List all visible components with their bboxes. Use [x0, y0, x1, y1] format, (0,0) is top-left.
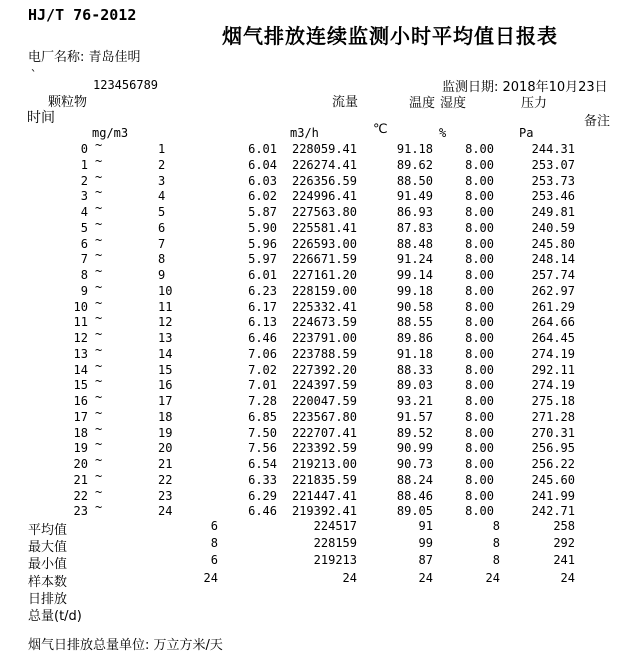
cell-particulate: 6.01 [248, 142, 277, 156]
cell-humidity: 8.00 [465, 378, 494, 393]
hour-end: 2 [158, 157, 166, 172]
cell-particulate: 6.46 [248, 331, 277, 345]
cell-temperature: 91.57 [396, 409, 433, 424]
summary-flow: 219213 [313, 553, 357, 568]
tilde-separator: ~ [95, 248, 103, 263]
tilde-separator: ~ [95, 453, 103, 467]
cell-flow: 228159.00 [291, 283, 357, 298]
cell-humidity: 8.00 [465, 472, 494, 487]
cell-humidity: 8.00 [465, 173, 494, 188]
col-header-humidity: 湿度 [440, 96, 467, 111]
cell-temperature: 88.24 [396, 472, 433, 487]
summary-pressure: 24 [560, 570, 575, 585]
cell-humidity: 8.00 [465, 142, 494, 156]
serial-mark: ` [30, 68, 38, 82]
cell-flow: 219213.00 [291, 457, 357, 471]
cell-particulate: 7.50 [248, 425, 277, 440]
cell-particulate: 6.13 [248, 315, 277, 330]
hour-start: 1 [80, 157, 88, 172]
hour-end: 4 [158, 189, 166, 204]
hour-start: 14 [73, 362, 88, 377]
cell-temperature: 88.46 [396, 488, 433, 503]
cell-flow: 224397.59 [291, 378, 357, 393]
cell-pressure: 256.22 [531, 457, 575, 471]
cell-pressure: 253.46 [531, 189, 575, 204]
cell-temperature: 89.03 [396, 378, 433, 393]
cell-particulate: 5.96 [248, 236, 277, 251]
tilde-separator: ~ [95, 484, 103, 499]
hour-start: 9 [80, 283, 88, 298]
cell-temperature: 88.50 [396, 173, 433, 188]
cell-humidity: 8.00 [465, 157, 494, 172]
cell-pressure: 240.59 [531, 220, 575, 235]
cell-temperature: 86.93 [396, 205, 433, 219]
cell-flow: 220047.59 [291, 394, 357, 408]
cell-temperature: 99.18 [396, 283, 433, 298]
summary-humidity: 8 [492, 553, 500, 568]
cell-pressure: 244.31 [531, 142, 575, 156]
cell-pressure: 253.73 [531, 173, 575, 188]
cell-flow: 227161.20 [291, 268, 357, 282]
cell-humidity: 8.00 [465, 205, 494, 219]
hour-start: 17 [73, 409, 88, 424]
hour-start: 11 [73, 315, 88, 330]
hour-start: 5 [80, 220, 88, 235]
summary-particulate: 6 [210, 553, 218, 568]
cell-particulate: 7.06 [248, 346, 277, 361]
cell-flow: 227563.80 [291, 205, 357, 219]
tilde-separator: ~ [95, 185, 103, 200]
cell-particulate: 6.03 [248, 173, 277, 188]
hour-end: 21 [158, 457, 173, 471]
hour-start: 4 [80, 205, 88, 219]
col-header-temperature: 温度 [409, 96, 436, 111]
summary-temperature: 87 [418, 553, 433, 568]
cell-pressure: 262.97 [531, 283, 575, 298]
tilde-separator: ~ [95, 390, 103, 404]
summary-particulate: 8 [210, 536, 218, 551]
hour-end: 9 [158, 268, 166, 282]
cell-temperature: 88.33 [396, 362, 433, 377]
cell-pressure: 292.11 [531, 362, 575, 377]
cell-particulate: 6.04 [248, 157, 277, 172]
unit-temperature: ℃ [373, 122, 388, 137]
footer-note: 烟气日排放总量单位: 万立方米/天 [28, 638, 223, 653]
summary-rows [0, 519, 644, 622]
cell-flow: 225332.41 [291, 299, 357, 314]
hour-end: 13 [158, 331, 173, 345]
cell-temperature: 90.99 [396, 441, 433, 456]
cell-particulate: 5.90 [248, 220, 277, 235]
summary-flow: 24 [342, 570, 357, 585]
serial-number: 123456789 [93, 78, 159, 92]
cell-particulate: 6.46 [248, 504, 277, 519]
hour-end: 8 [158, 252, 166, 267]
cell-temperature: 89.05 [396, 504, 433, 519]
summary-row [0, 519, 644, 536]
tilde-separator: ~ [95, 311, 103, 326]
cell-pressure: 275.18 [531, 394, 575, 408]
table-row [0, 500, 644, 520]
cell-flow: 226671.59 [291, 252, 357, 267]
summary-temperature: 99 [418, 536, 433, 551]
hour-start: 3 [80, 189, 88, 204]
cell-humidity: 8.00 [465, 441, 494, 456]
cell-temperature: 91.18 [396, 142, 433, 156]
unit-humidity: % [439, 126, 447, 140]
hour-end: 23 [158, 488, 173, 503]
hour-start: 19 [73, 441, 88, 456]
cell-humidity: 8.00 [465, 409, 494, 424]
unit-particulate: mg/m3 [92, 126, 129, 140]
cell-particulate: 7.28 [248, 394, 277, 408]
cell-flow: 223791.00 [291, 331, 357, 345]
cell-temperature: 90.73 [396, 457, 433, 471]
cell-particulate: 6.23 [248, 283, 277, 298]
cell-humidity: 8.00 [465, 220, 494, 235]
cell-particulate: 6.01 [248, 268, 277, 282]
hour-end: 5 [158, 205, 166, 219]
cell-particulate: 6.33 [248, 472, 277, 487]
tilde-separator: ~ [95, 201, 103, 215]
hour-start: 2 [80, 173, 88, 188]
summary-particulate: 6 [210, 519, 218, 533]
cell-humidity: 8.00 [465, 504, 494, 519]
cell-pressure: 274.19 [531, 346, 575, 361]
cell-humidity: 8.00 [465, 331, 494, 345]
col-header-flow: 流量 [332, 95, 359, 110]
tilde-separator: ~ [95, 153, 103, 168]
cell-humidity: 8.00 [465, 425, 494, 440]
cell-pressure: 242.71 [531, 504, 575, 519]
cell-pressure: 241.99 [531, 488, 575, 503]
cell-pressure: 253.07 [531, 157, 575, 172]
hour-start: 6 [80, 236, 88, 251]
summary-label: 样本数 [28, 574, 68, 590]
cell-flow: 226356.59 [291, 173, 357, 188]
hour-end: 10 [158, 283, 173, 298]
col-header-remark: 备注 [584, 114, 611, 129]
cell-flow: 223392.59 [291, 441, 357, 456]
hour-end: 22 [158, 472, 173, 487]
summary-row [0, 536, 644, 556]
cell-humidity: 8.00 [465, 315, 494, 330]
summary-row [0, 571, 644, 588]
hour-end: 11 [158, 299, 173, 314]
cell-temperature: 99.14 [396, 268, 433, 282]
hour-end: 17 [158, 394, 173, 408]
cell-pressure: 256.95 [531, 441, 575, 456]
cell-pressure: 245.80 [531, 236, 575, 251]
cell-humidity: 8.00 [465, 457, 494, 471]
hour-start: 22 [73, 488, 88, 503]
hour-start: 15 [73, 378, 88, 393]
hour-start: 20 [73, 457, 88, 471]
cell-humidity: 8.00 [465, 268, 494, 282]
tilde-separator: ~ [95, 421, 103, 436]
cell-humidity: 8.00 [465, 299, 494, 314]
summary-humidity: 8 [492, 536, 500, 551]
cell-humidity: 8.00 [465, 252, 494, 267]
cell-temperature: 90.58 [396, 299, 433, 314]
cell-flow: 221447.41 [291, 488, 357, 503]
page-title: 烟气排放连续监测小时平均值日报表 [222, 24, 558, 48]
cell-particulate: 7.02 [248, 362, 277, 377]
cell-particulate: 5.87 [248, 205, 277, 219]
cell-pressure: 270.31 [531, 425, 575, 440]
tilde-separator: ~ [95, 138, 103, 152]
col-header-pressure: 压力 [521, 96, 548, 111]
hour-start: 23 [73, 504, 88, 519]
cell-humidity: 8.00 [465, 236, 494, 251]
hour-end: 12 [158, 315, 173, 330]
summary-humidity: 24 [485, 570, 500, 585]
summary-label: 总量(t/d) [28, 608, 82, 624]
summary-row [0, 605, 644, 622]
cell-humidity: 8.00 [465, 488, 494, 503]
cell-flow: 224673.59 [291, 315, 357, 330]
summary-flow: 224517 [313, 519, 357, 533]
tilde-separator: ~ [95, 232, 103, 247]
cell-flow: 219392.41 [291, 504, 357, 519]
standard-number: HJ/T 76-2012 [28, 6, 137, 24]
tilde-separator: ~ [95, 500, 103, 515]
cell-temperature: 89.62 [396, 157, 433, 172]
cell-humidity: 8.00 [465, 189, 494, 204]
cell-pressure: 274.19 [531, 378, 575, 393]
summary-pressure: 241 [553, 553, 575, 568]
hour-end: 16 [158, 378, 173, 393]
hour-end: 15 [158, 362, 173, 377]
tilde-separator: ~ [95, 358, 103, 373]
hour-end: 20 [158, 441, 173, 456]
summary-flow: 228159 [313, 536, 357, 551]
cell-particulate: 7.01 [248, 378, 277, 393]
cell-particulate: 5.97 [248, 252, 277, 267]
cell-temperature: 91.24 [396, 252, 433, 267]
tilde-separator: ~ [95, 468, 103, 483]
summary-humidity: 8 [492, 519, 500, 533]
cell-particulate: 7.56 [248, 441, 277, 456]
hour-end: 6 [158, 220, 166, 235]
cell-pressure: 248.14 [531, 252, 575, 267]
hour-end: 14 [158, 346, 173, 361]
cell-flow: 228059.41 [291, 142, 357, 156]
cell-temperature: 88.55 [396, 315, 433, 330]
tilde-separator: ~ [95, 279, 103, 294]
cell-particulate: 6.54 [248, 457, 277, 471]
hour-start: 12 [73, 331, 88, 345]
cell-particulate: 6.02 [248, 189, 277, 204]
cell-temperature: 88.48 [396, 236, 433, 251]
summary-particulate: 24 [203, 570, 218, 585]
summary-label: 最小值 [28, 557, 68, 573]
cell-humidity: 8.00 [465, 283, 494, 298]
hour-end: 7 [158, 236, 166, 251]
tilde-separator: ~ [95, 405, 103, 420]
cell-humidity: 8.00 [465, 394, 494, 408]
hour-start: 0 [80, 142, 88, 156]
hour-start: 10 [73, 299, 88, 314]
tilde-separator: ~ [95, 295, 103, 310]
unit-flow: m3/h [290, 126, 319, 140]
cell-flow: 227392.20 [291, 362, 357, 377]
cell-temperature: 93.21 [396, 394, 433, 408]
cell-flow: 223788.59 [291, 346, 357, 361]
cell-temperature: 89.52 [396, 425, 433, 440]
summary-temperature: 24 [418, 570, 433, 585]
tilde-separator: ~ [95, 327, 103, 341]
unit-pressure: Pa [519, 126, 534, 140]
summary-label: 日排放 [28, 591, 68, 607]
plant-name: 电厂名称: 青岛佳明 [28, 50, 141, 65]
summary-pressure: 258 [553, 519, 575, 533]
hour-end: 3 [158, 173, 166, 188]
col-header-time: 时间 [27, 110, 55, 126]
cell-temperature: 89.86 [396, 331, 433, 345]
hour-end: 1 [158, 142, 166, 156]
cell-flow: 225581.41 [291, 220, 357, 235]
hour-start: 18 [73, 425, 88, 440]
tilde-separator: ~ [95, 169, 103, 184]
tilde-separator: ~ [95, 264, 103, 278]
cell-flow: 226593.00 [291, 236, 357, 251]
cell-pressure: 245.60 [531, 472, 575, 487]
summary-label: 平均值 [28, 523, 68, 538]
cell-pressure: 264.45 [531, 331, 575, 345]
data-rows [0, 138, 644, 520]
cell-flow: 222707.41 [291, 425, 357, 440]
cell-pressure: 257.74 [531, 268, 575, 282]
cell-pressure: 264.66 [531, 315, 575, 330]
cell-temperature: 87.83 [396, 220, 433, 235]
col-header-particulate: 颗粒物 [48, 95, 88, 110]
cell-particulate: 6.17 [248, 299, 277, 314]
cell-particulate: 6.85 [248, 409, 277, 424]
hour-end: 19 [158, 425, 173, 440]
cell-temperature: 91.49 [396, 189, 433, 204]
tilde-separator: ~ [95, 342, 103, 357]
cell-flow: 221835.59 [291, 472, 357, 487]
cell-pressure: 271.28 [531, 409, 575, 424]
summary-row [0, 588, 644, 605]
cell-pressure: 261.29 [531, 299, 575, 314]
hour-start: 16 [73, 394, 88, 408]
hour-start: 7 [80, 252, 88, 267]
cell-flow: 226274.41 [291, 157, 357, 172]
tilde-separator: ~ [95, 374, 103, 389]
cell-humidity: 8.00 [465, 362, 494, 377]
cell-temperature: 91.18 [396, 346, 433, 361]
hour-start: 13 [73, 346, 88, 361]
cell-flow: 223567.80 [291, 409, 357, 424]
hour-start: 8 [80, 268, 88, 282]
summary-temperature: 91 [418, 519, 433, 533]
summary-label: 最大值 [28, 540, 68, 556]
hour-start: 21 [73, 472, 88, 487]
hour-end: 18 [158, 409, 173, 424]
tilde-separator: ~ [95, 437, 103, 452]
cell-humidity: 8.00 [465, 346, 494, 361]
cell-particulate: 6.29 [248, 488, 277, 503]
cell-pressure: 249.81 [531, 205, 575, 219]
cell-flow: 224996.41 [291, 189, 357, 204]
monitoring-date: 监测日期: 2018年10月23日 [442, 80, 608, 95]
tilde-separator: ~ [95, 216, 103, 231]
hour-end: 24 [158, 504, 173, 519]
summary-row [0, 553, 644, 573]
summary-pressure: 292 [553, 536, 575, 551]
